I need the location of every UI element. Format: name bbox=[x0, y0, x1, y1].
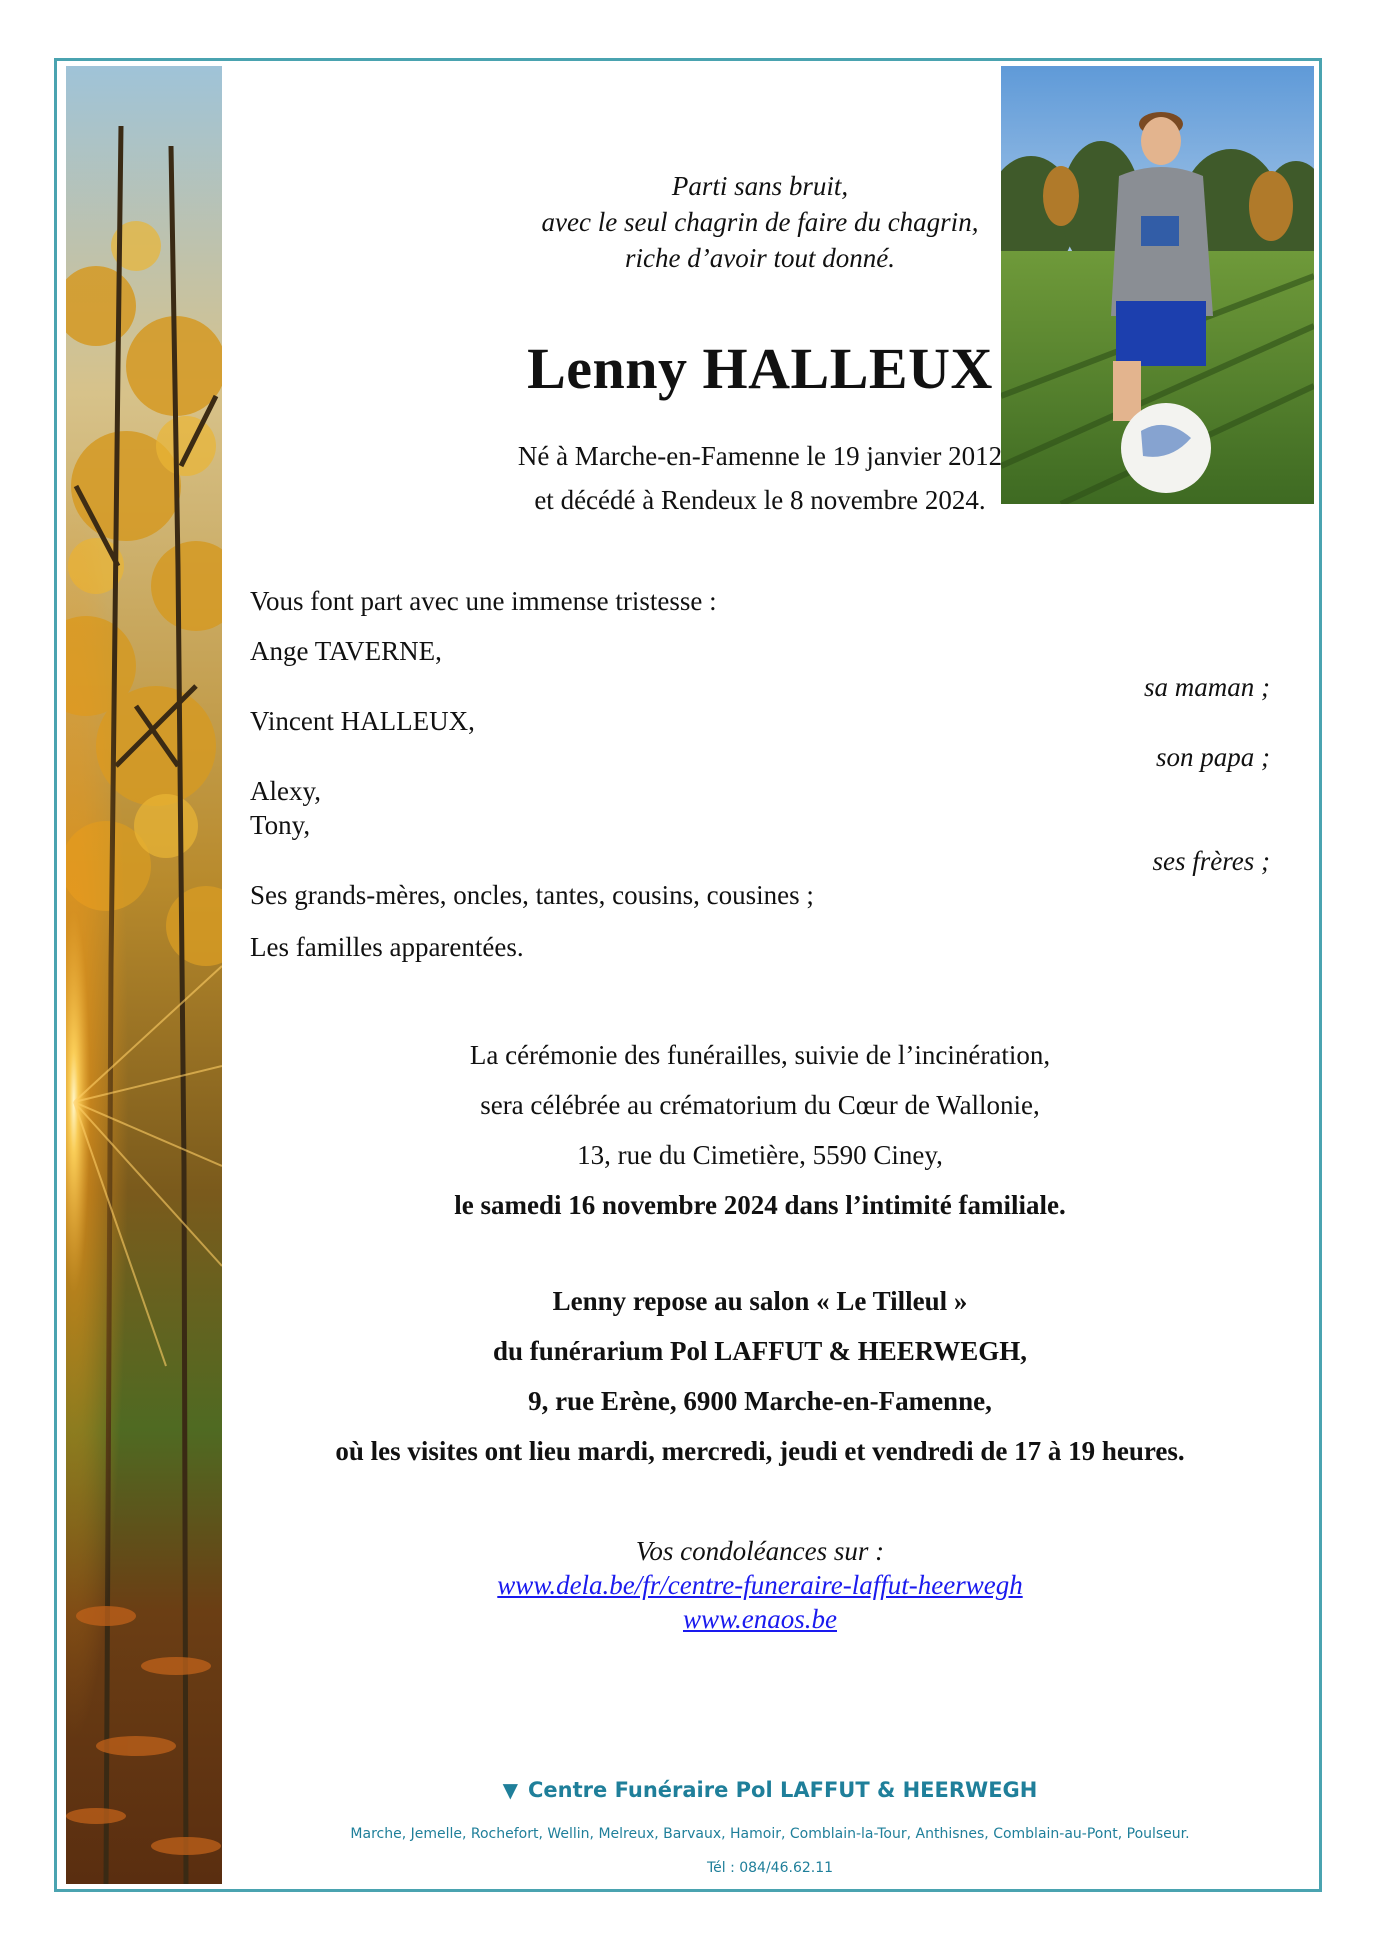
family-intro: Vous font part avec une immense tristesse : bbox=[250, 586, 717, 616]
visiting-hours: où les visites ont lieu mardi, mercredi, jeudi et vendredi de 17 à 19 heures. bbox=[335, 1436, 1185, 1466]
mother-relation: sa maman ; bbox=[1144, 672, 1270, 702]
ceremony-line: La cérémonie des funérailles, suivie de l’incinération, bbox=[469, 1040, 1051, 1070]
poem-line: riche d’avoir tout donné. bbox=[625, 243, 895, 273]
brother-name: Tony, bbox=[250, 810, 311, 840]
salon-details bbox=[230, 1276, 1290, 1476]
brother-name: Alexy, bbox=[250, 776, 321, 806]
poem-line: avec le seul chagrin de faire du chagrin, bbox=[541, 207, 979, 237]
footer-cities: Marche, Jemelle, Rochefort, Wellin, Melreux, Barvaux, Hamoir, Comblain-la-Tour, Anthisnes, Comblain-au-Pont, Poulseur. bbox=[350, 1826, 1190, 1842]
condolences-link-enaos[interactable]: www.enaos.be bbox=[683, 1604, 837, 1634]
poem-line: Parti sans bruit, bbox=[671, 171, 849, 201]
ceremony-date: le samedi 16 novembre 2024 dans l’intimité familiale. bbox=[454, 1190, 1066, 1220]
birth-death-dates bbox=[230, 434, 1290, 522]
other-relatives: Ses grands-mères, oncles, tantes, cousins, cousines ; bbox=[250, 880, 814, 910]
triangle-down-icon: ▼ bbox=[502, 1778, 519, 1802]
poem bbox=[230, 168, 1290, 276]
ceremony-address: 13, rue du Cimetière, 5590 Ciney, bbox=[577, 1140, 943, 1170]
condolences-link-dela[interactable]: www.dela.be/fr/centre-funeraire-laffut-heerwegh bbox=[497, 1570, 1023, 1600]
death-line: et décédé à Rendeux le 8 novembre 2024. bbox=[534, 485, 986, 515]
ceremony-line: sera célébrée au crématorium du Cœur de Wallonie, bbox=[480, 1090, 1040, 1120]
related-families: Les familles apparentées. bbox=[250, 932, 524, 962]
footer-phone: Tél : 084/46.62.11 bbox=[706, 1860, 834, 1876]
footer-title bbox=[230, 1778, 1310, 1802]
funeral-home-name: Centre Funéraire Pol LAFFUT & HEERWEGH bbox=[528, 1778, 1038, 1802]
father-relation: son papa ; bbox=[1156, 742, 1270, 772]
salon-line: Lenny repose au salon « Le Tilleul » bbox=[552, 1286, 968, 1316]
birth-line: Né à Marche-en-Famenne le 19 janvier 2012 bbox=[517, 441, 1003, 471]
deceased-name: Lenny HALLEUX bbox=[527, 336, 993, 401]
autumn-trees-illustration bbox=[66, 66, 222, 1884]
salon-address: 9, rue Erène, 6900 Marche-en-Famenne, bbox=[528, 1386, 992, 1416]
mother-name: Ange TAVERNE, bbox=[250, 636, 442, 666]
brothers-relation: ses frères ; bbox=[1152, 846, 1270, 876]
salon-line: du funérarium Pol LAFFUT & HEERWEGH, bbox=[492, 1336, 1028, 1366]
condolences-label: Vos condoléances sur : bbox=[635, 1536, 885, 1566]
condolences bbox=[230, 1534, 1290, 1636]
father-name: Vincent HALLEUX, bbox=[250, 706, 475, 736]
ceremony-details bbox=[230, 1030, 1290, 1230]
